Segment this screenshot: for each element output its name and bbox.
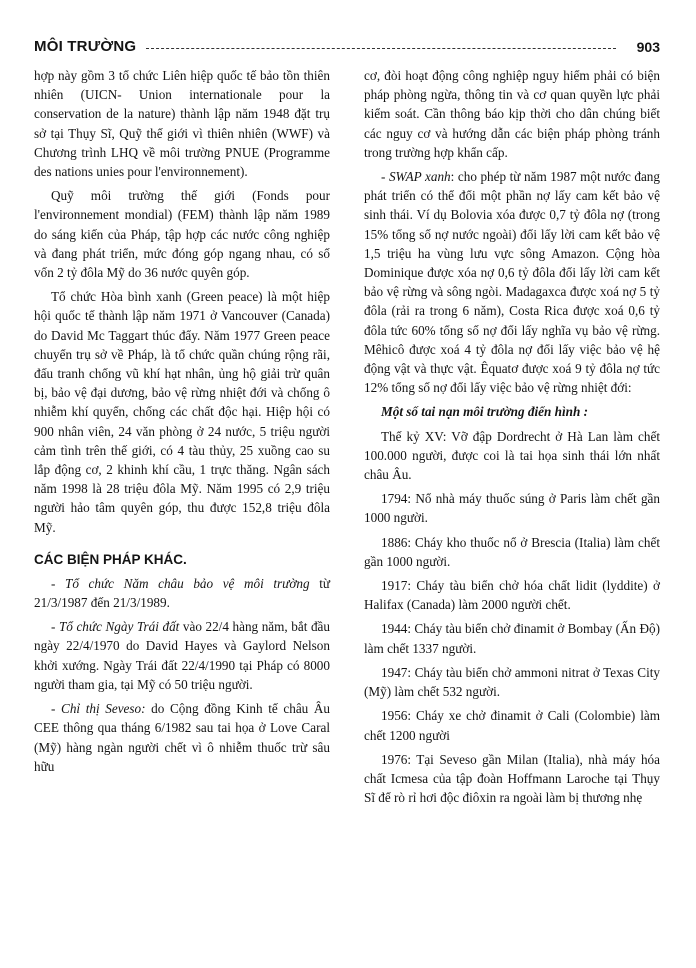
accident-entry: 1917: Cháy tàu biển chở hóa chất lidit (lyddite) ở Halifax (Canada) làm 2000 người chết.	[364, 578, 660, 613]
paragraph: Tổ chức Hòa bình xanh (Green peace) là một hiệp hội quốc tế thành lập năm 1971 ở Vancouver (Canada) do David Mc Taggart thúc đẩy. Năm 1977 Green peace chuyển trụ sở về Pháp, là tổ chức quần chúng rộng rãi, đấu tranh chống vũ khí hạt nhân, ủng hộ giải trừ quân bị, bảo vệ đại dương, bảo vệ rừng nhiệt đới và chống ô nhiễm khí quyển, chống các chất độc hại. Hiệp hội có 900 nhân viên, 24 văn phòng ở 24 nước, 5 triệu người cảm tình trên thế giới, có 4 tàu thủy, 25 xuồng cao su lắp động cơ, 2 khinh khí cầu, 1 trực thăng. Ngân sách năm 1998 là 28 triệu đôla Mỹ. Năm 1995 có 2,9 triệu người hảo tâm quyên góp, thu được 152,8 triệu đôla Mỹ.	[34, 289, 330, 535]
accident-entry: 1956: Cháy xe chở đinamit ở Cali (Colombie) làm chết 1200 người	[364, 708, 660, 743]
accident-entry: 1944: Cháy tàu biển chở đinamit ở Bombay (Ấn Độ) làm chết 1337 người.	[364, 621, 660, 656]
accident-entry: 1794: Nổ nhà máy thuốc súng ở Paris làm chết gần 1000 người.	[364, 491, 660, 526]
page-number: 903	[636, 39, 660, 55]
accident-entry: 1976: Tại Seveso gần Milan (Italia), nhà máy hóa chất Icmesa của tập đoàn Hoffmann Laroche tại Thụy Sĩ để rò rỉ hơi độc điôxin ra ngoài làm bị thương nhẹ	[364, 751, 660, 806]
accident-entry: 1886: Cháy kho thuốc nổ ở Brescia (Italia) làm chết gần 1000 người.	[364, 534, 660, 569]
italic-term: - SWAP xanh	[381, 169, 451, 185]
accidents-subheading: Một số tai nạn môi trường điển hình :	[381, 404, 588, 420]
paragraph	[34, 617, 330, 694]
paragraph	[364, 167, 660, 397]
header-rule	[146, 48, 616, 49]
right-column	[364, 66, 660, 812]
section-title: MÔI TRƯỜNG	[34, 38, 137, 55]
paragraph-text: do Cộng đồng Kinh tế châu Âu CEE thông qua tháng 6/1982 sau tai họa ở Love Caral (Mỹ) hàng ngàn người chết vì ô nhiễm thuốc trừ sâu hữu	[34, 701, 331, 774]
paragraph: hợp này gồm 3 tổ chức Liên hiệp quốc tế bảo tồn thiên nhiên (UICN- Union internationale pour la conservation de la nature) thành lập năm 1948 đặt trụ sở tại Thụy Sĩ, Quỹ thế giới vì thiên nhiên (WWF) và Chương trình LHQ về môi trường PNUE (Programme des nations unies pour l'environnement).	[34, 68, 330, 180]
accident-entry: 1947: Cháy tàu biển chở ammoni nitrat ở Texas City (Mỹ) làm chết 532 người.	[364, 664, 660, 700]
paragraph	[34, 574, 330, 612]
italic-term: - Tổ chức Năm châu bảo vệ môi trường	[51, 575, 310, 591]
running-header	[34, 37, 660, 57]
paragraph: cơ, đòi hoạt động công nghiệp nguy hiểm phải có biện pháp phòng ngừa, thông tin và cơ quan quyền lực phải kiểm soát. Cần thông báo kịp thời cho dân chúng biết các nguy cơ và hướng dẫn các biện pháp phòng tránh trong trường hợp khẩn cấp.	[364, 68, 660, 160]
paragraph-text: : cho phép từ năm 1987 một nước đang phát triển có thể đổi một phần nợ lấy cam kết bảo vệ sinh thái. Ví dụ Bolovia xóa được 0,7 tỷ đôla nợ (trong 15% tổng số nợ nước ngoài) đổi lấy lời cam kết bảo vệ 1,5 triệu ha vùng lưu vực sông Amazon. Cộng hòa Dominique được xóa nợ 0,6 tỷ đôla đổi lấy lời cam kết bảo vệ rừng và sông ngòi. Madagaxca được xoá nợ 5 tỷ đôla (rải ra trong 6 năm), Costa Rica được xoá 0,6 tỷ đôla tức 60% tổng số nợ đổi lấy nghĩa vụ bảo vệ rừng. Mêhicô được xoá 4 tỷ đôla nợ đổi lấy việc bảo vệ hệ động vật và thực vật. Êquatơ được xoá 9 tỷ đôla nợ tức 12% tổng số nợ đổi lấy việc bảo vệ rừng nhiệt đới:	[364, 169, 660, 396]
left-column	[34, 66, 330, 781]
paragraph	[34, 699, 330, 776]
accident-entry: Thế kỷ XV: Vỡ đập Dordrecht ở Hà Lan làm chết 100.000 người, được coi là tai họa sinh thái lớn nhất châu Âu.	[364, 428, 660, 483]
paragraph: Quỹ môi trường thế giới (Fonds pour l'environnement mondial) (FEM) thành lập năm 1989 do sáng kiến của Pháp, tập hợp các nước công nghiệp và đang phát triển, mức đóng góp ngang nhau, có số vốn 2 tỷ đôla Mỹ do 36 nước quyên góp.	[34, 188, 330, 281]
italic-term: - Tổ chức Ngày Trái đất	[51, 619, 180, 635]
paragraph-text: từ 21/3/1987 đến 21/3/1989.	[34, 575, 330, 611]
paragraph-text: vào 22/4 hàng năm, bắt đầu ngày 22/4/1970 do David Hayes và Gaylord Nelson khởi xướng. Ngày Trái đất 22/4/1990 tại Pháp có 8000 người tham gia, tại Mỹ có 50 triệu người.	[34, 619, 330, 692]
section-subheading: CÁC BIỆN PHÁP KHÁC.	[34, 551, 187, 567]
italic-term: - Chỉ thị Seveso:	[51, 701, 146, 717]
